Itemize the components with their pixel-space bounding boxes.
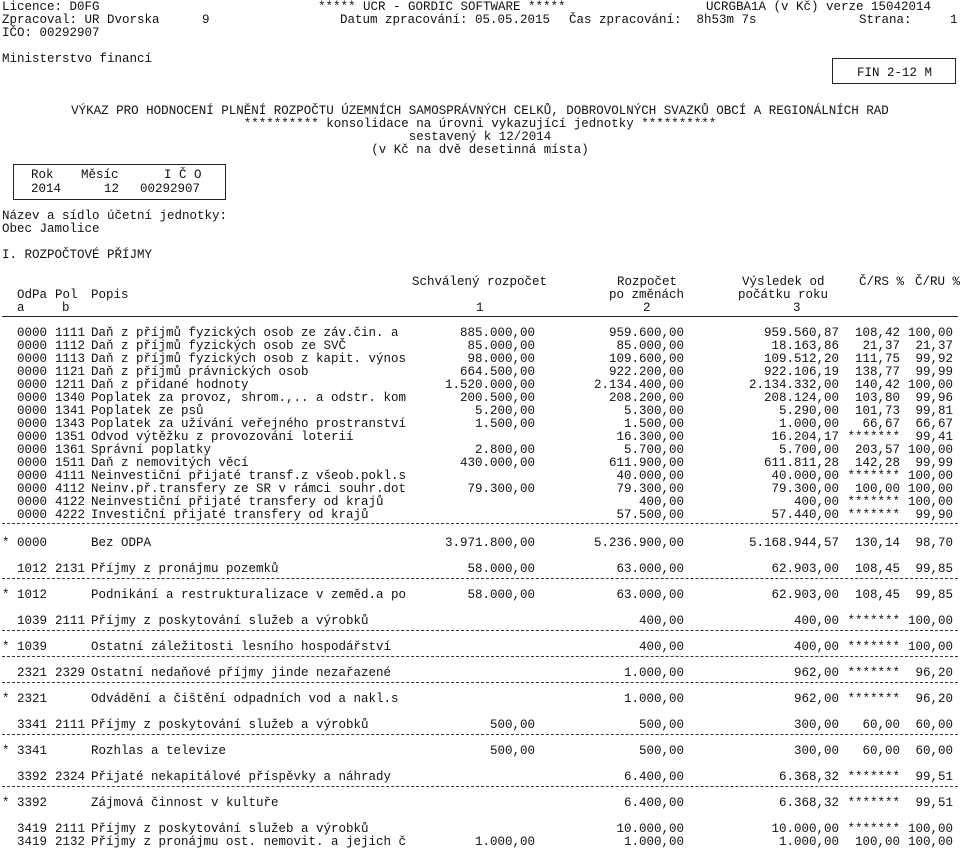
cell-cru: 99,90 <box>915 508 953 522</box>
cell-odpa: 1039 <box>17 614 48 628</box>
page-number: 1 <box>950 13 958 27</box>
processed-date: Datum zpracování: 05.05.2015 <box>340 13 551 27</box>
cell-rozpocet: 1.000,00 <box>623 692 684 706</box>
dashed-separator <box>2 523 958 524</box>
cell-pol: 4111 <box>55 469 86 483</box>
cell-rozpocet: 400,00 <box>638 640 684 654</box>
cell-cru: 100,00 <box>907 614 953 628</box>
cell-odpa: 2321 <box>17 692 48 706</box>
cell-cru: 100,00 <box>907 469 953 483</box>
cell-rozpocet: 2.134.400,00 <box>593 378 684 392</box>
subtotal-row <box>0 641 960 654</box>
cell-rozpocet: 5.236.900,00 <box>593 536 684 550</box>
cell-rozpocet: 5.300,00 <box>623 404 684 418</box>
col-3: 3 <box>793 301 801 315</box>
mesic-label: Měsíc <box>81 168 119 182</box>
cell-odpa: 0000 <box>17 443 48 457</box>
cell-schvaleny: 85.000,00 <box>467 339 535 353</box>
cell-odpa: 3419 <box>17 835 48 849</box>
cell-popis: Poplatek ze psů <box>91 404 204 418</box>
row-star: * <box>2 536 10 550</box>
cell-cru: 100,00 <box>907 835 953 849</box>
cell-pol: 2329 <box>55 666 86 680</box>
entity-name: Obec Jamolice <box>2 222 100 236</box>
cell-odpa: 1012 <box>17 588 48 602</box>
cell-pol: 1351 <box>55 430 86 444</box>
cell-odpa: 3392 <box>17 770 48 784</box>
cell-popis: Daň z nemovitých věcí <box>91 456 249 470</box>
cell-vysledek: 922.106,19 <box>763 365 839 379</box>
cell-vysledek: 400,00 <box>793 640 839 654</box>
dashed-separator <box>2 682 958 683</box>
cell-cru: 99,51 <box>915 796 953 810</box>
col-1: 1 <box>476 301 484 315</box>
cell-popis: Daň z příjmů právnických osob <box>91 365 309 379</box>
cell-crs: 108,45 <box>854 562 900 576</box>
cell-popis: Poplatek za provoz, shrom.,.. a odstr. kom <box>91 391 407 405</box>
cell-odpa: 0000 <box>17 482 48 496</box>
cell-cru: 99,92 <box>915 352 953 366</box>
cell-vysledek: 400,00 <box>793 495 839 509</box>
cell-odpa: 0000 <box>17 430 48 444</box>
cell-crs: ******* <box>847 508 900 522</box>
cell-popis: Ostatní nedaňové příjmy jinde nezařazené <box>91 666 392 680</box>
cell-odpa: 0000 <box>17 495 48 509</box>
cell-schvaleny: 500,00 <box>489 718 535 732</box>
cell-odpa: 0000 <box>17 417 48 431</box>
cell-schvaleny: 430.000,00 <box>459 456 535 470</box>
cell-rozpocet: 208.200,00 <box>608 391 684 405</box>
cell-pol: 1112 <box>55 339 86 353</box>
cell-crs: 100,00 <box>854 482 900 496</box>
cell-vysledek: 40.000,00 <box>771 469 839 483</box>
cell-vysledek: 611.811,28 <box>763 456 839 470</box>
cell-rozpocet: 6.400,00 <box>623 796 684 810</box>
cell-rozpocet: 1.500,00 <box>623 417 684 431</box>
cell-vysledek: 300,00 <box>793 718 839 732</box>
cell-vysledek: 300,00 <box>793 744 839 758</box>
cell-crs: ******* <box>847 796 900 810</box>
col-popis: Popis <box>91 288 129 302</box>
cell-crs: 101,73 <box>854 404 900 418</box>
cell-vysledek: 16.204,17 <box>771 430 839 444</box>
cell-rozpocet: 959.600,00 <box>608 326 684 340</box>
cell-schvaleny: 3.971.800,00 <box>444 536 535 550</box>
cell-odpa: 3341 <box>17 718 48 732</box>
cell-rozpocet: 922.200,00 <box>608 365 684 379</box>
col-b: b <box>62 301 70 315</box>
cell-schvaleny: 664.500,00 <box>459 365 535 379</box>
cell-schvaleny: 1.500,00 <box>474 417 535 431</box>
cell-rozpocet: 57.500,00 <box>616 508 684 522</box>
cell-pol: 1511 <box>55 456 86 470</box>
cell-popis: Příjmy z poskytování služeb a výrobků <box>91 614 369 628</box>
cell-vysledek: 1.000,00 <box>778 417 839 431</box>
cell-cru: 100,00 <box>907 495 953 509</box>
cell-vysledek: 962,00 <box>793 692 839 706</box>
cell-cru: 100,00 <box>907 482 953 496</box>
cell-pol: 1121 <box>55 365 86 379</box>
cell-rozpocet: 500,00 <box>638 744 684 758</box>
cell-odpa: 3419 <box>17 822 48 836</box>
processing-time: Čas zpracování: 8h53m 7s <box>569 13 757 27</box>
cell-rozpocet: 109.600,00 <box>608 352 684 366</box>
cell-cru: 96,20 <box>915 666 953 680</box>
cell-crs: ******* <box>847 614 900 628</box>
cell-vysledek: 1.000,00 <box>778 835 839 849</box>
cell-crs: 100,00 <box>854 835 900 849</box>
cell-popis: Rozhlas a televize <box>91 744 227 758</box>
table-row <box>0 615 960 628</box>
cell-popis: Odvod výtěžku z provozování loterií <box>91 430 354 444</box>
cell-odpa: 3392 <box>17 796 48 810</box>
period-line: sestavený k 12/2014 <box>408 130 552 144</box>
cell-cru: 99,51 <box>915 770 953 784</box>
cell-crs: ******* <box>847 692 900 706</box>
cell-odpa: 1012 <box>17 562 48 576</box>
col-2: 2 <box>643 301 651 315</box>
cell-rozpocet: 611.900,00 <box>608 456 684 470</box>
subtotal-row <box>0 589 960 602</box>
cell-popis: Daň z příjmů fyzických osob z kapit. výnos <box>91 352 407 366</box>
cell-odpa: 0000 <box>17 391 48 405</box>
header-rule <box>2 316 958 317</box>
cell-cru: 100,00 <box>907 822 953 836</box>
cell-pol: 2111 <box>55 614 86 628</box>
report-title: VÝKAZ PRO HODNOCENÍ PLNĚNÍ ROZPOČTU ÚZEMNÍCH SAMOSPRÁVNÝCH CELKŮ, DOBROVOLNÝCH SVAZKŮ OBCÍ A REGIONÁLNÍCH RAD <box>71 104 889 118</box>
cell-crs: ******* <box>847 495 900 509</box>
col-pol: Pol <box>55 288 78 302</box>
cell-cru: 99,96 <box>915 391 953 405</box>
subtotal-row <box>0 797 960 810</box>
ministry-name: Ministerstvo financí <box>2 52 153 66</box>
cell-popis: Neinv.př.transfery ze SR v rámci souhr.dot <box>91 482 407 496</box>
cell-schvaleny: 58.000,00 <box>467 562 535 576</box>
cell-cru: 99,81 <box>915 404 953 418</box>
cell-vysledek: 5.700,00 <box>778 443 839 457</box>
col-vysledek: Výsledek od <box>742 275 825 289</box>
row-star: * <box>2 796 10 810</box>
subtotal-row <box>0 693 960 706</box>
cell-crs: ******* <box>847 469 900 483</box>
cell-crs: 103,80 <box>854 391 900 405</box>
row-star: * <box>2 588 10 602</box>
cell-cru: 99,85 <box>915 562 953 576</box>
section-title: I. ROZPOČTOVÉ PŘÍJMY <box>2 248 153 262</box>
row-star: * <box>2 640 10 654</box>
cell-rozpocet: 400,00 <box>638 614 684 628</box>
cell-rozpocet: 16.300,00 <box>616 430 684 444</box>
processed-by: Zpracoval: UR Dvorska <box>2 13 160 27</box>
cell-pol: 1111 <box>55 326 86 340</box>
cell-rozpocet: 5.700,00 <box>623 443 684 457</box>
cell-odpa: 0000 <box>17 378 48 392</box>
form-code-box <box>832 58 956 84</box>
cell-popis: Neinvestiční přijaté transfery od krajů <box>91 495 384 509</box>
row-star: * <box>2 692 10 706</box>
col-po-zmenach: po změnách <box>609 288 685 302</box>
table-row <box>0 771 960 784</box>
cell-popis: Příjmy z poskytování služeb a výrobků <box>91 822 369 836</box>
cell-crs: ******* <box>847 640 900 654</box>
cell-crs: 108,42 <box>854 326 900 340</box>
cell-pol: 2131 <box>55 562 86 576</box>
cell-popis: Přijaté nekapitálové příspěvky a náhrady <box>91 770 392 784</box>
col-pocatku: počátku roku <box>738 288 829 302</box>
subtotal-row <box>0 745 960 758</box>
cell-rozpocet: 1.000,00 <box>623 835 684 849</box>
cell-odpa: 3341 <box>17 744 48 758</box>
cell-schvaleny: 1.000,00 <box>474 835 535 849</box>
period-box <box>13 164 226 200</box>
cell-cru: 99,41 <box>915 430 953 444</box>
cell-crs: 21,37 <box>862 339 900 353</box>
cell-schvaleny: 2.800,00 <box>474 443 535 457</box>
cell-pol: 1113 <box>55 352 86 366</box>
cell-crs: ******* <box>847 822 900 836</box>
col-schvaleny: Schválený rozpočet <box>412 275 548 289</box>
cell-cru: 99,99 <box>915 456 953 470</box>
cell-cru: 100,00 <box>907 443 953 457</box>
cell-odpa: 0000 <box>17 352 48 366</box>
cell-odpa: 1039 <box>17 640 48 654</box>
col-crs: Č/RS % <box>859 275 905 289</box>
cell-rozpocet: 500,00 <box>638 718 684 732</box>
cell-cru: 60,00 <box>915 744 953 758</box>
cell-rozpocet: 400,00 <box>638 495 684 509</box>
table-row <box>0 836 960 849</box>
cell-popis: Odvádění a čištění odpadních vod a nakl.s <box>91 692 399 706</box>
report-code: UCRGBA1A (v Kč) verze 15042014 <box>706 0 932 14</box>
cell-vysledek: 962,00 <box>793 666 839 680</box>
dashed-separator <box>2 630 958 631</box>
cell-vysledek: 79.300,00 <box>771 482 839 496</box>
cell-crs: 111,75 <box>854 352 900 366</box>
cell-popis: Příjmy z pronájmu ost. nemovit. a jejich č <box>91 835 407 849</box>
cell-popis: Příjmy z pronájmu pozemků <box>91 562 279 576</box>
cell-vysledek: 5.290,00 <box>778 404 839 418</box>
cell-popis: Investiční přijaté transfery od krajů <box>91 508 369 522</box>
cell-pol: 2111 <box>55 718 86 732</box>
dashed-separator <box>2 656 958 657</box>
cell-popis: Daň z přidané hodnoty <box>91 378 249 392</box>
cell-schvaleny: 58.000,00 <box>467 588 535 602</box>
cell-schvaleny: 79.300,00 <box>467 482 535 496</box>
cell-crs: ******* <box>847 770 900 784</box>
cell-popis: Daň z příjmů fyzických osob ze záv.čin. a <box>91 326 399 340</box>
col-odpa: OdPa <box>17 288 48 302</box>
cell-odpa: 0000 <box>17 508 48 522</box>
cell-vysledek: 6.368,32 <box>778 770 839 784</box>
cell-crs: 60,00 <box>862 718 900 732</box>
table-row <box>0 509 960 522</box>
cell-vysledek: 62.903,00 <box>771 588 839 602</box>
entity-label: Název a sídlo účetní jednotky: <box>2 209 228 223</box>
cell-popis: Podnikání a restrukturalizace v zeměd.a po <box>91 588 407 602</box>
cell-crs: ******* <box>847 430 900 444</box>
cell-cru: 99,85 <box>915 588 953 602</box>
cell-cru: 100,00 <box>907 326 953 340</box>
rok-label: Rok <box>31 168 54 182</box>
cell-vysledek: 6.368,32 <box>778 796 839 810</box>
cell-popis: Správní poplatky <box>91 443 212 457</box>
subtotal-row <box>0 537 960 550</box>
cell-pol: 1341 <box>55 404 86 418</box>
cell-rozpocet: 40.000,00 <box>616 469 684 483</box>
cell-popis: Daň z příjmů fyzických osob ze SVČ <box>91 339 347 353</box>
product-text: ***** UCR - GORDIC SOFTWARE ***** <box>318 0 566 14</box>
cell-schvaleny: 5.200,00 <box>474 404 535 418</box>
cell-crs: 66,67 <box>862 417 900 431</box>
cell-pol: 2132 <box>55 835 86 849</box>
cell-vysledek: 62.903,00 <box>771 562 839 576</box>
cell-pol: 2111 <box>55 822 86 836</box>
cell-odpa: 0000 <box>17 326 48 340</box>
ico-line: IČO: 00292907 <box>2 26 100 40</box>
cell-schvaleny: 885.000,00 <box>459 326 535 340</box>
cell-popis: Příjmy z poskytování služeb a výrobků <box>91 718 369 732</box>
cell-vysledek: 208.124,00 <box>763 391 839 405</box>
table-row <box>0 563 960 576</box>
cell-odpa: 0000 <box>17 456 48 470</box>
ico-label: I Č O <box>164 168 202 182</box>
cell-popis: Zájmová činnost v kultuře <box>91 796 279 810</box>
cell-crs: 140,42 <box>854 378 900 392</box>
cell-pol: 4112 <box>55 482 86 496</box>
cell-popis: Neinvestiční přijaté transf.z všeob.pokl.s <box>91 469 407 483</box>
cell-vysledek: 18.163,86 <box>771 339 839 353</box>
cell-pol: 1340 <box>55 391 86 405</box>
cell-crs: 108,45 <box>854 588 900 602</box>
col-rozpocet: Rozpočet <box>617 275 678 289</box>
cell-crs: 60,00 <box>862 744 900 758</box>
cell-rozpocet: 63.000,00 <box>616 588 684 602</box>
cell-crs: 138,77 <box>854 365 900 379</box>
cell-cru: 60,00 <box>915 718 953 732</box>
ico-value: 00292907 <box>140 182 201 196</box>
units-line: (v Kč na dvě desetinná místa) <box>371 143 589 157</box>
cell-popis: Poplatek za užívání veřejného prostranství <box>91 417 407 431</box>
cell-vysledek: 959.560,87 <box>763 326 839 340</box>
processed-by-number: 9 <box>202 13 210 27</box>
row-star: * <box>2 744 10 758</box>
cell-vysledek: 5.168.944,57 <box>748 536 839 550</box>
page-label: Strana: <box>859 13 912 27</box>
cell-schvaleny: 200.500,00 <box>459 391 535 405</box>
cell-cru: 96,20 <box>915 692 953 706</box>
cell-cru: 21,37 <box>915 339 953 353</box>
rok-value: 2014 <box>31 182 62 196</box>
cell-pol: 2324 <box>55 770 86 784</box>
cell-rozpocet: 85.000,00 <box>616 339 684 353</box>
cell-popis: Ostatní záležitosti lesního hospodářství <box>91 640 392 654</box>
cell-pol: 4122 <box>55 495 86 509</box>
cell-odpa: 0000 <box>17 404 48 418</box>
cell-odpa: 0000 <box>17 339 48 353</box>
mesic-value: 12 <box>104 182 120 196</box>
cell-pol: 1361 <box>55 443 86 457</box>
cell-rozpocet: 63.000,00 <box>616 562 684 576</box>
cell-rozpocet: 10.000,00 <box>616 822 684 836</box>
cell-crs: 203,57 <box>854 443 900 457</box>
cell-popis: Bez ODPA <box>91 536 152 550</box>
col-cru: Č/RU % <box>915 275 960 289</box>
cell-cru: 99,99 <box>915 365 953 379</box>
table-row <box>0 719 960 732</box>
cell-pol: 4222 <box>55 508 86 522</box>
dashed-separator <box>2 578 958 579</box>
dashed-separator <box>2 734 958 735</box>
table-row <box>0 667 960 680</box>
col-a: a <box>17 301 25 315</box>
cell-cru: 100,00 <box>907 640 953 654</box>
licence-text: Licence: D0FG <box>2 0 100 14</box>
consolidation-line: ********** konsolidace na úrovni vykazující jednotky ********** <box>243 117 717 131</box>
cell-vysledek: 10.000,00 <box>771 822 839 836</box>
cell-cru: 66,67 <box>915 417 953 431</box>
cell-crs: ******* <box>847 666 900 680</box>
cell-odpa: 2321 <box>17 666 48 680</box>
cell-schvaleny: 98.000,00 <box>467 352 535 366</box>
form-code: FIN 2-12 M <box>857 66 933 80</box>
cell-crs: 142,28 <box>854 456 900 470</box>
cell-rozpocet: 79.300,00 <box>616 482 684 496</box>
cell-cru: 98,70 <box>915 536 953 550</box>
cell-cru: 100,00 <box>907 378 953 392</box>
cell-vysledek: 400,00 <box>793 614 839 628</box>
cell-schvaleny: 1.520.000,00 <box>444 378 535 392</box>
cell-odpa: 0000 <box>17 536 48 550</box>
cell-vysledek: 2.134.332,00 <box>748 378 839 392</box>
cell-rozpocet: 1.000,00 <box>623 666 684 680</box>
cell-pol: 1343 <box>55 417 86 431</box>
dashed-separator <box>2 786 958 787</box>
cell-rozpocet: 6.400,00 <box>623 770 684 784</box>
cell-schvaleny: 500,00 <box>489 744 535 758</box>
cell-vysledek: 109.512,20 <box>763 352 839 366</box>
cell-odpa: 0000 <box>17 469 48 483</box>
cell-crs: 130,14 <box>854 536 900 550</box>
cell-pol: 1211 <box>55 378 86 392</box>
cell-vysledek: 57.440,00 <box>771 508 839 522</box>
cell-odpa: 0000 <box>17 365 48 379</box>
